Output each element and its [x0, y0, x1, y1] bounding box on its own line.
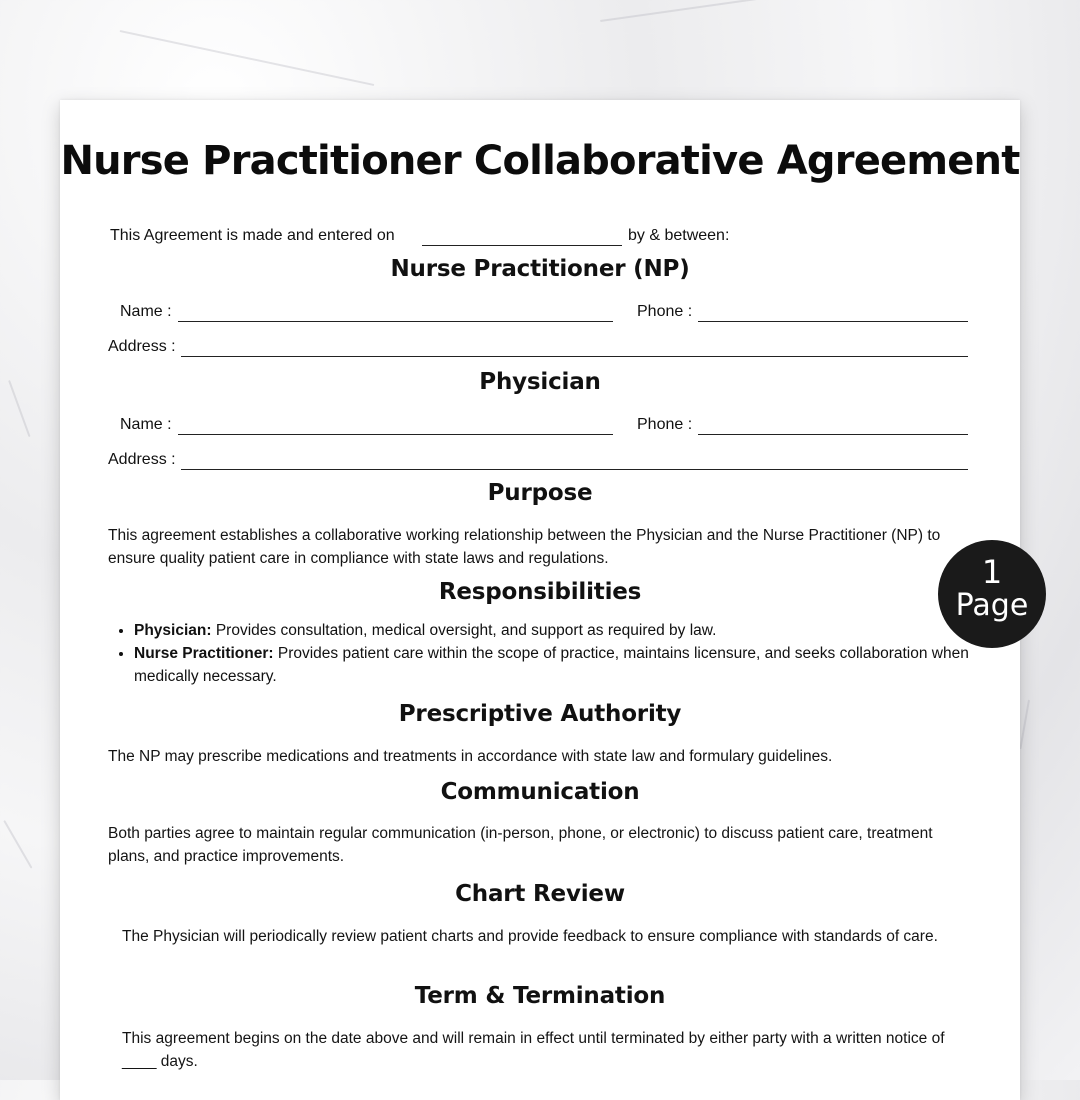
list-item-term: Nurse Practitioner: [134, 645, 274, 662]
chart-review-text: The Physician will periodically review patient charts and provide feedback to ensure compliance with standards of care. [122, 928, 938, 945]
np-address-label: Address : [108, 338, 176, 355]
np-name-field[interactable] [178, 321, 613, 322]
list-item-term: Physician: [134, 622, 212, 639]
page-count-badge [938, 540, 1046, 648]
physician-address-field[interactable] [181, 469, 968, 470]
term-termination-heading: Term & Termination [414, 983, 666, 1009]
responsibilities-list [116, 619, 994, 688]
intro-text-end: by & between: [628, 227, 730, 244]
chart-review-heading: Chart Review [455, 881, 625, 907]
document-title: Nurse Practitioner Collaborative Agreement [60, 138, 1020, 184]
np-phone-label: Phone : [637, 303, 693, 320]
prescriptive-authority-heading: Prescriptive Authority [398, 701, 682, 727]
physician-phone-field[interactable] [698, 434, 968, 435]
responsibilities-heading: Responsibilities [438, 579, 642, 605]
physician-address-label: Address : [108, 451, 176, 468]
communication-heading: Communication [440, 779, 640, 805]
np-address-field[interactable] [181, 356, 968, 357]
physician-name-label: Name : [120, 416, 172, 433]
list-item-text: Provides consultation, medical oversight, and support as required by law. [215, 622, 717, 639]
list-item [134, 642, 994, 688]
page-count-label: Page [955, 588, 1029, 623]
term-termination-text: This agreement begins on the date above and will remain in effect until terminated by either party with a written notice of ____ days. [122, 1030, 945, 1070]
page-count-number: 1 [981, 553, 1003, 591]
physician-phone-label: Phone : [637, 416, 693, 433]
list-item-text: Provides patient care within the scope of practice, maintains licensure, and seeks collaboration when medically necessary. [134, 645, 969, 685]
agreement-date-field[interactable] [422, 245, 622, 246]
purpose-text: This agreement establishes a collaborative working relationship between the Physician and the Nurse Practitioner (NP) to ensure quality patient care in compliance with state laws and regulations. [108, 527, 941, 567]
agreement-page [60, 100, 1020, 1100]
np-name-label: Name : [120, 303, 172, 320]
np-phone-field[interactable] [698, 321, 968, 322]
physician-section-heading: Physician [479, 369, 601, 395]
intro-text: This Agreement is made and entered on [110, 227, 395, 244]
prescriptive-authority-text: The NP may prescribe medications and treatments in accordance with state law and formulary guidelines. [108, 748, 833, 765]
communication-text: Both parties agree to maintain regular communication (in-person, phone, or electronic) to discuss patient care, treatment plans, and practice improvements. [108, 825, 933, 865]
list-item [134, 619, 994, 642]
physician-name-field[interactable] [178, 434, 613, 435]
purpose-heading: Purpose [487, 480, 593, 506]
np-section-heading: Nurse Practitioner (NP) [390, 256, 690, 282]
